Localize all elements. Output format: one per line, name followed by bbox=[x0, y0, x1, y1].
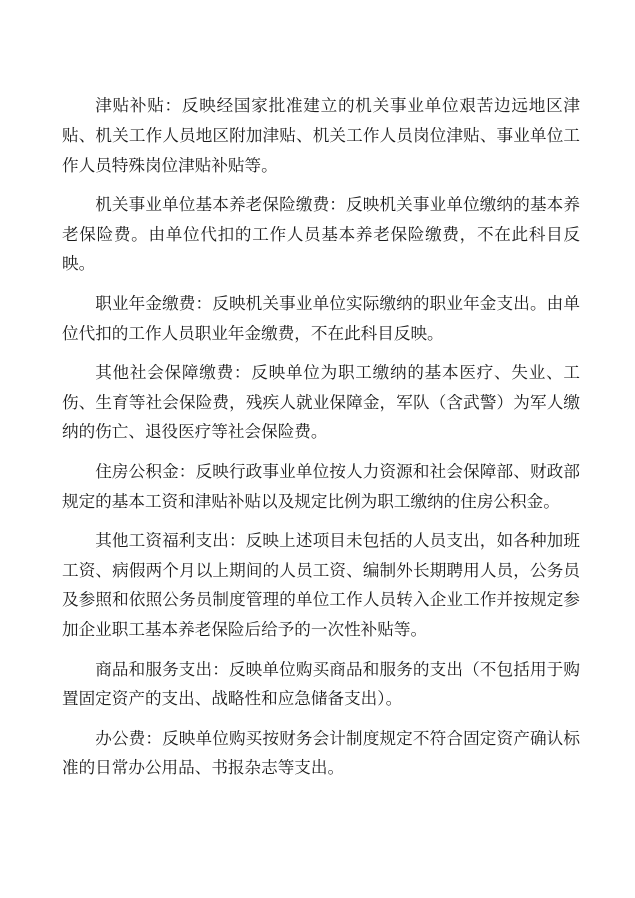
paragraph-other-social-security: 其他社会保障缴费：反映单位为职工缴纳的基本医疗、失业、工伤、生育等社会保险费，残疾人就业保障金，军队（含武警）为军人缴纳的伤亡、退役医疗等社会保险费。 bbox=[62, 362, 580, 442]
paragraph-office-expenses: 办公费：反映单位购买按财务会计制度规定不符合固定资产确认标准的日常办公用品、书报杂志等支出。 bbox=[62, 728, 580, 778]
paragraph-housing-fund: 住房公积金：反映行政事业单位按人力资源和社会保障部、财政部规定的基本工资和津贴补贴以及规定比例为职工缴纳的住房公积金。 bbox=[62, 461, 580, 511]
paragraph-goods-services: 商品和服务支出：反映单位购买商品和服务的支出（不包括用于购置固定资产的支出、战略性和应急储备支出）。 bbox=[62, 659, 580, 709]
paragraph-occupational-annuity: 职业年金缴费：反映机关事业单位实际缴纳的职业年金支出。由单位代扣的工作人员职业年金缴费，不在此科目反映。 bbox=[62, 293, 580, 343]
paragraph-pension-insurance: 机关事业单位基本养老保险缴费：反映机关事业单位缴纳的基本养老保险费。由单位代扣的工作人员基本养老保险缴费，不在此科目反映。 bbox=[62, 194, 580, 274]
document-body bbox=[62, 91, 580, 793]
paragraph-other-wage-welfare: 其他工资福利支出：反映上述项目未包括的人员支出，如各种加班工资、病假两个月以上期间的人员工资、编制外长期聘用人员，公务员及参照和依照公务员制度管理的单位工作人员转入企业工作并按规定参加企业职工基本养老保险后给予的一次性补贴等。 bbox=[62, 530, 580, 640]
paragraph-allowances: 津贴补贴：反映经国家批准建立的机关事业单位艰苦边远地区津贴、机关工作人员地区附加津贴、机关工作人员岗位津贴、事业单位工作人员特殊岗位津贴补贴等。 bbox=[62, 96, 580, 175]
